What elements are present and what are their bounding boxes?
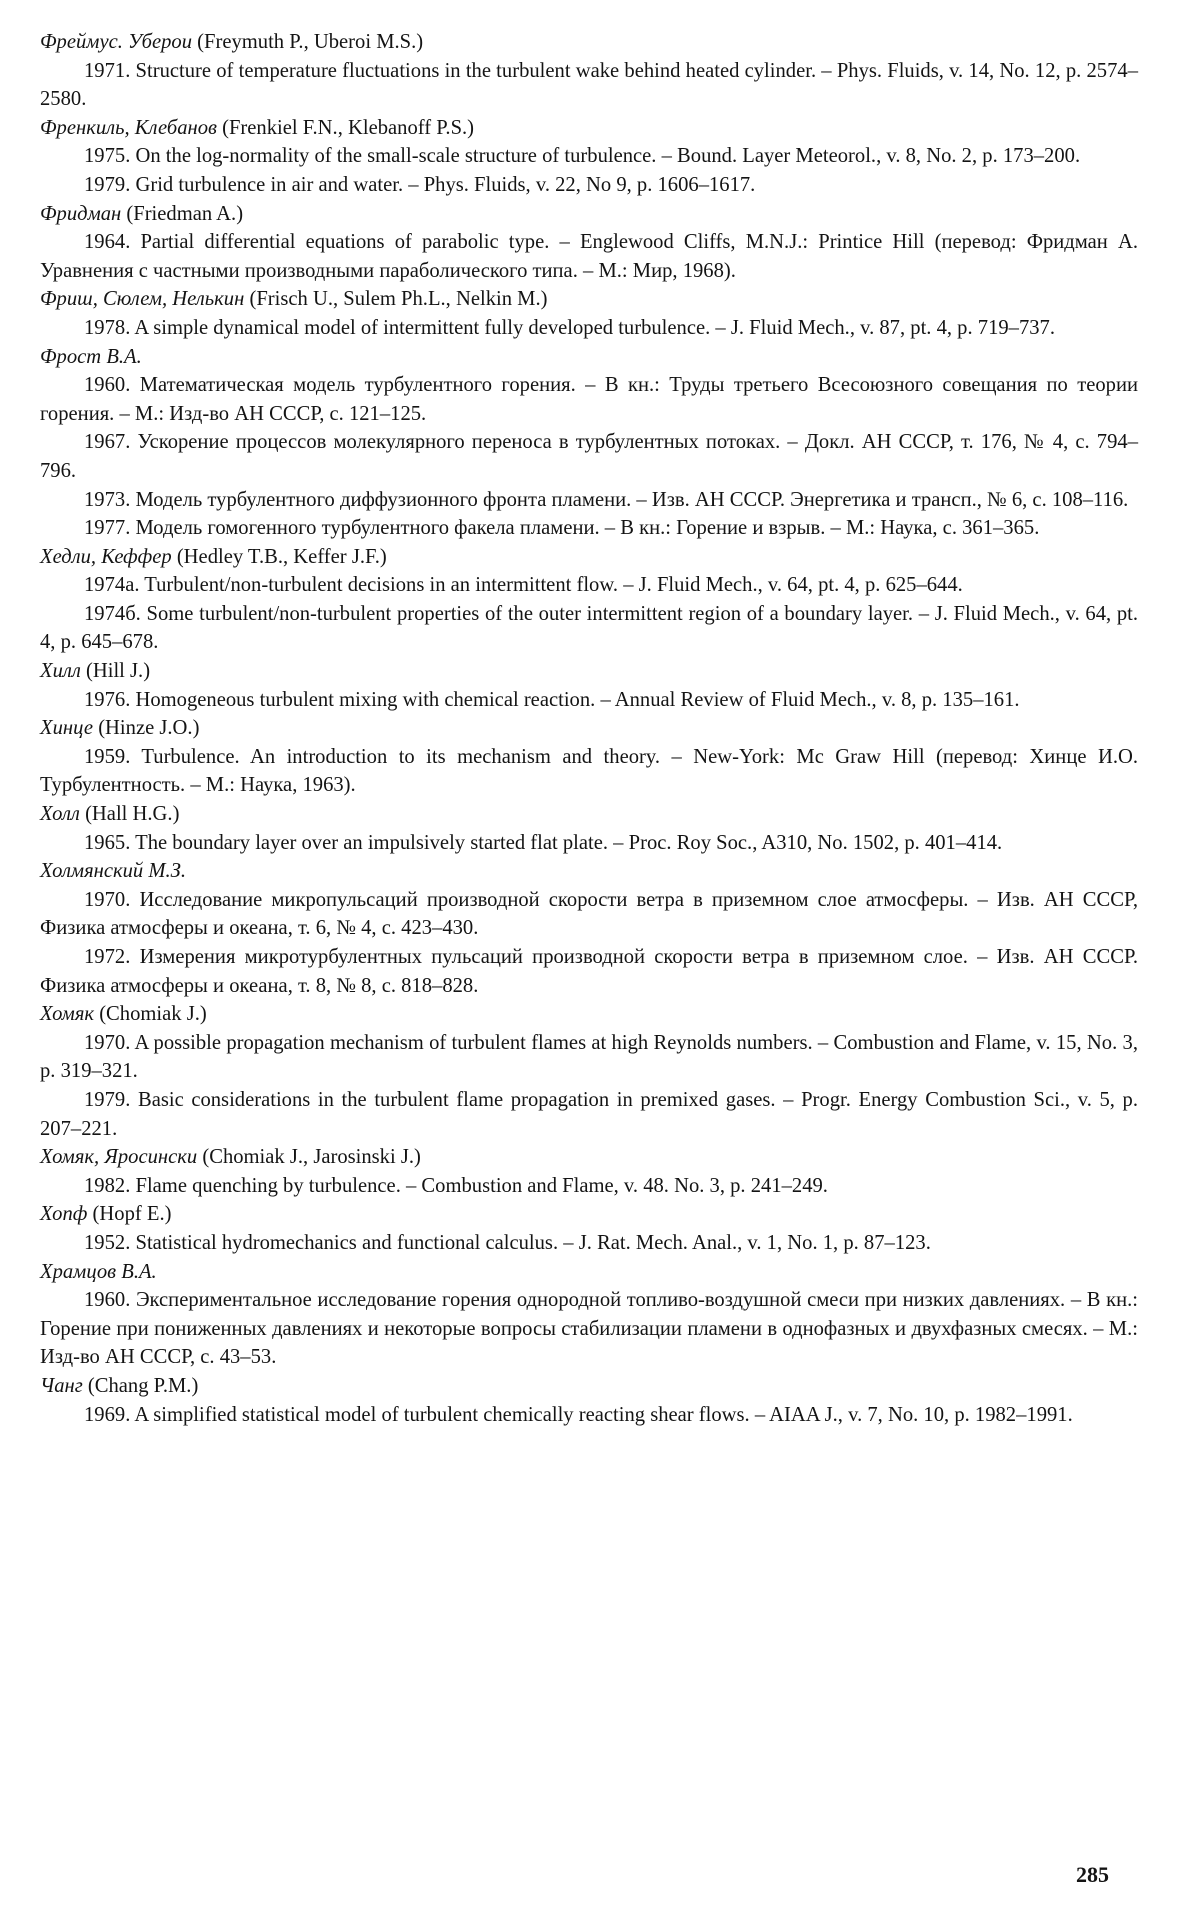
bibliography-page: [40, 28, 1138, 1429]
reference-item: 1978. A simple dynamical model of intermittent fully developed turbulence. – J. Fluid Mech., v. 87, pt. 4, p. 719–737.: [84, 316, 1056, 339]
entry-author: [40, 1200, 1138, 1229]
reference-item: 1970. Исследование микропульсаций производной скорости ветра в приземном слое атмосферы. – Изв. АН СССР, Физика атмосферы и океана, т. 6, № 4, с. 423–430.: [40, 888, 1138, 940]
bibliography-entry: [40, 28, 1138, 114]
author-name-russian: Хилл: [40, 660, 81, 683]
bibliography-entry: [40, 1000, 1138, 1143]
reference-item: 1974б. Some turbulent/non-turbulent properties of the outer intermittent region of a boundary layer. – J. Fluid Mech., v. 64, pt. 4, p. 645–678.: [40, 602, 1138, 654]
author-name-russian: Френкиль, Клебанов: [40, 116, 217, 139]
reference-item: 1973. Модель турбулентного диффузионного фронта пламени. – Изв. АН СССР. Энергетика и трансп., № 6, с. 108–116.: [84, 488, 1129, 511]
bibliography-entry: [40, 857, 1138, 1000]
bibliography-entry: [40, 543, 1138, 657]
author-name-original: (Friedman A.): [126, 202, 244, 225]
author-name-russian: Фриш, Сюлем, Нелькин: [40, 288, 245, 311]
entry-author: [40, 1143, 1138, 1172]
author-name-russian: Хедли, Кеффер: [40, 545, 172, 568]
author-name-original: (Hill J.): [86, 660, 151, 683]
bibliography-entry: [40, 114, 1138, 200]
entry-author: [40, 1258, 1138, 1287]
entry-author: [40, 1372, 1138, 1401]
reference-item: 1977. Модель гомогенного турбулентного факела пламени. – В кн.: Горение и взрыв. – М.: Наука, с. 361–365.: [84, 517, 1040, 540]
reference-item: 1974a. Turbulent/non-turbulent decisions in an intermittent flow. – J. Fluid Mech., v. 64, pt. 4, p. 625–644.: [84, 574, 963, 597]
bibliography-entry: [40, 1200, 1138, 1257]
author-name-original: (Freymuth P., Uberoi M.S.): [197, 31, 424, 53]
bibliography-entry: [40, 1372, 1138, 1429]
entry-author: [40, 857, 1138, 886]
bibliography-entry: [40, 800, 1138, 857]
reference-item: 1952. Statistical hydromechanics and functional calculus. – J. Rat. Mech. Anal., v. 1, No. 1, p. 87–123.: [84, 1231, 931, 1254]
entry-author: [40, 543, 1138, 572]
reference-item: 1982. Flame quenching by turbulence. – Combustion and Flame, v. 48. No. 3, p. 241–249.: [84, 1174, 828, 1197]
reference-item: 1965. The boundary layer over an impulsively started flat plate. – Proc. Roy Soc., A310, No. 1502, p. 401–414.: [84, 831, 1003, 854]
entry-author: [40, 200, 1138, 229]
reference-item: 1972. Измерения микротурбулентных пульсаций производной скорости ветра в приземном слое. – Изв. АН СССР. Физика атмосферы и океана, т. 8, № 8, с. 818–828.: [40, 946, 1138, 997]
author-name-original: (Hall H.G.): [85, 803, 180, 826]
reference-item: 1970. A possible propagation mechanism of turbulent flames at high Reynolds numbers. – Combustion and Flame, v. 15, No. 3, p. 319–321.: [40, 1031, 1138, 1083]
author-name-russian: Фрост В.А.: [40, 345, 142, 368]
entry-author: [40, 114, 1138, 143]
reference-item: 1960. Экспериментальное исследование горения однородной топливо-воздушной смеси при низких давлениях. – В кн.: Горение при пониженных давлениях и некоторые вопросы стабилизации пламени в однофазных и двухфазных смесях. – М.: Изд-во АН СССР, с. 43–53.: [40, 1289, 1138, 1369]
entry-author: [40, 800, 1138, 829]
reference-item: 1967. Ускорение процессов молекулярного переноса в турбулентных потоках. – Докл. АН СССР, т. 176, № 4, с. 794–796.: [40, 431, 1138, 482]
entry-author: [40, 285, 1138, 314]
bibliography-entry: [40, 343, 1138, 543]
reference-item: 1979. Basic considerations in the turbulent flame propagation in premixed gases. – Progr. Energy Combustion Sci., v. 5, p. 207–221.: [40, 1088, 1138, 1140]
reference-item: 1976. Homogeneous turbulent mixing with chemical reaction. – Annual Review of Fluid Mech., v. 8, p. 135–161.: [84, 688, 1020, 711]
reference-item: 1960. Математическая модель турбулентного горения. – В кн.: Труды третьего Всесоюзного совещания по теории горения. – М.: Изд-во АН СССР, с. 121–125.: [40, 374, 1138, 425]
author-name-russian: Холл: [40, 803, 80, 826]
bibliography-entry: [40, 657, 1138, 714]
author-name-original: (Frenkiel F.N., Klebanoff P.S.): [222, 116, 475, 139]
author-name-original: (Hopf E.): [92, 1203, 172, 1226]
author-name-russian: Хопф: [40, 1203, 88, 1226]
author-name-russian: Хинце: [40, 717, 94, 740]
entry-author: [40, 1000, 1138, 1029]
author-name-original: (Chang P.M.): [87, 1374, 199, 1397]
entry-author: [40, 343, 1138, 372]
author-name-original: (Chomiak J.): [99, 1003, 207, 1026]
author-name-russian: Холмянский М.З.: [40, 860, 187, 883]
author-name-original: (Hedley T.B., Keffer J.F.): [176, 545, 387, 568]
page-number: 285: [1076, 1862, 1109, 1887]
reference-item: 1979. Grid turbulence in air and water. – Phys. Fluids, v. 22, No 9, p. 1606–1617.: [84, 173, 756, 196]
bibliography-entry: [40, 200, 1138, 286]
entry-author: [40, 714, 1138, 743]
author-name-original: (Chomiak J., Jarosinski J.): [202, 1146, 421, 1169]
bibliography-entry: [40, 1258, 1138, 1372]
entry-author: [40, 28, 1138, 57]
author-name-russian: Храмцов В.А.: [40, 1260, 157, 1283]
author-name-russian: Хомяк: [40, 1003, 95, 1026]
reference-item: 1975. On the log-normality of the small-scale structure of turbulence. – Bound. Layer Meteorol., v. 8, No. 2, p. 173–200.: [84, 145, 1081, 168]
bibliography-entry: [40, 714, 1138, 800]
reference-item: 1969. A simplified statistical model of turbulent chemically reacting shear flows. – AIAA J., v. 7, No. 10, p. 1982–1991.: [84, 1403, 1073, 1426]
author-name-russian: Фреймус. Уберои: [40, 31, 192, 53]
author-name-original: (Frisch U., Sulem Ph.L., Nelkin M.): [249, 288, 548, 311]
author-name-russian: Хомяк, Яросински: [40, 1146, 198, 1169]
bibliography-entry: [40, 1143, 1138, 1200]
reference-item: 1964. Partial differential equations of parabolic type. – Englewood Cliffs, M.N.J.: Printice Hill (перевод: Фридман А. Уравнения с частными производными параболического типа. – М.: Мир, 1968).: [40, 231, 1138, 282]
bibliography-entry: [40, 285, 1138, 342]
reference-item: 1959. Turbulence. An introduction to its mechanism and theory. – New-York: Mc Graw Hill (перевод: Хинце И.О. Турбулентность. – М.: Наука, 1963).: [40, 745, 1138, 797]
reference-item: 1971. Structure of temperature fluctuations in the turbulent wake behind heated cylinder. – Phys. Fluids, v. 14, No. 12, p. 2574–2580.: [40, 59, 1138, 111]
author-name-original: (Hinze J.O.): [98, 717, 200, 740]
entry-author: [40, 657, 1138, 686]
author-name-russian: Чанг: [40, 1374, 83, 1397]
author-name-russian: Фридман: [40, 202, 122, 225]
